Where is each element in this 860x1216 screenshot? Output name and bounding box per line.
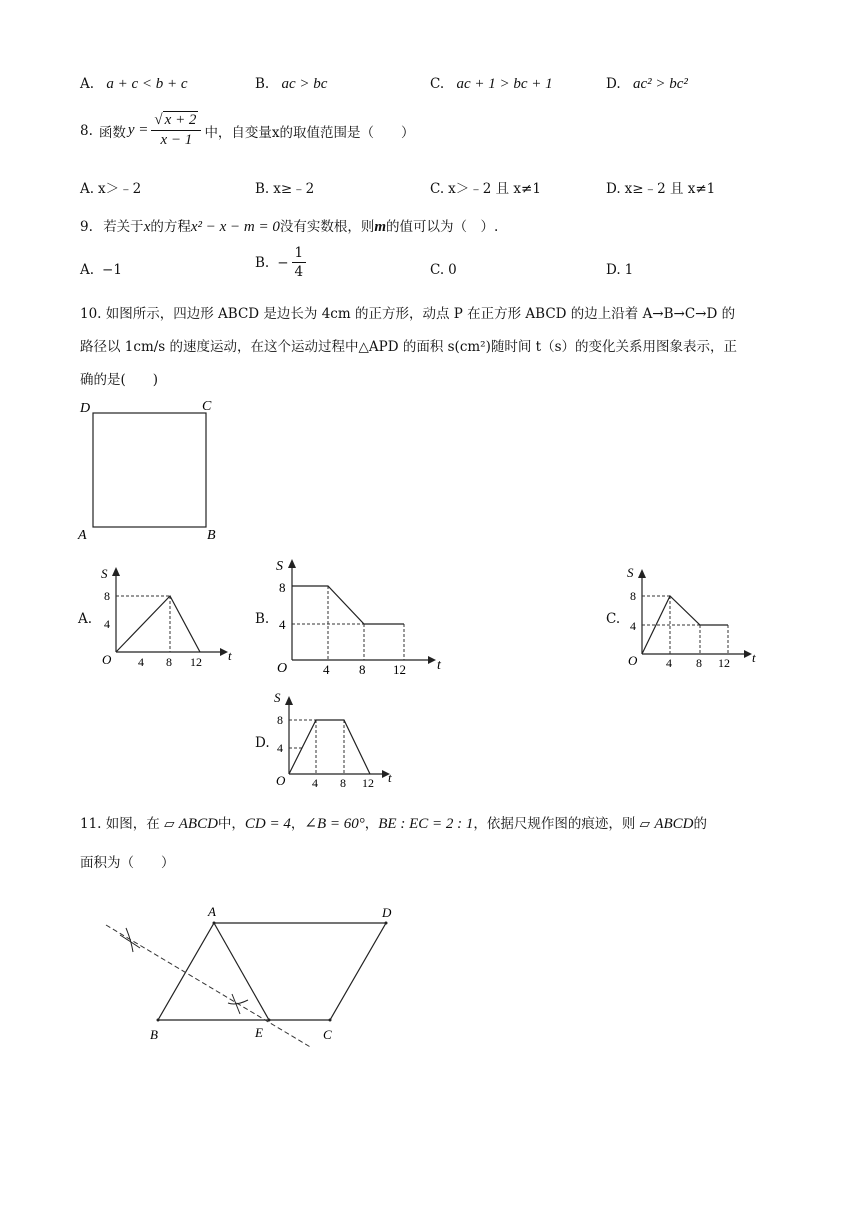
svg-text:t: t bbox=[437, 658, 441, 673]
svg-text:S: S bbox=[274, 690, 281, 705]
svg-text:12: 12 bbox=[190, 655, 202, 669]
perpendicular-bisector bbox=[106, 925, 312, 1048]
svg-text:O: O bbox=[276, 773, 286, 788]
q10-line3: 确的是( ) bbox=[80, 372, 159, 388]
graph-c-letter: C. bbox=[606, 611, 621, 627]
svg-text:O: O bbox=[102, 652, 112, 667]
q9-option-d[interactable]: D. 1 bbox=[606, 262, 634, 278]
svg-text:S: S bbox=[276, 559, 283, 574]
svg-text:4: 4 bbox=[138, 655, 144, 669]
svg-text:8: 8 bbox=[104, 589, 110, 603]
svg-text:8: 8 bbox=[166, 655, 172, 669]
fig-label-a: A bbox=[208, 904, 216, 919]
svg-text:4: 4 bbox=[630, 619, 636, 633]
svg-text:S: S bbox=[101, 566, 108, 581]
q9-fraction: $\frac{1}{4}$ bbox=[292, 245, 307, 280]
svg-text:12: 12 bbox=[393, 662, 406, 677]
q10-line1: 10. 如图所示，四边形 ABCD 是边长为 4cm 的正方形，动点 P 在正方形 ABCD 的边上沿着 A→B→C→D 的 bbox=[80, 306, 736, 322]
svg-text:4: 4 bbox=[323, 662, 330, 677]
svg-text:t: t bbox=[388, 770, 392, 785]
svg-text:O: O bbox=[277, 661, 288, 676]
svg-text:12: 12 bbox=[362, 776, 374, 790]
svg-text:S: S bbox=[627, 565, 634, 580]
q7-option-c[interactable]: C. ac + 1 > bc + 1 bbox=[430, 76, 553, 92]
q8-stem: 8. 函数 y = $\frac{√ x + 2}{x - 1}$ 中，自变量x的取值范围是（ ） bbox=[80, 112, 415, 148]
q10-line2: 路径以 1cm/s 的速度运动，在这个运动过程中△APD 的面积 s(cm²)随时间 t（s）的变化关系用图象表示，正 bbox=[80, 339, 738, 355]
q9-option-a[interactable]: A. −1 bbox=[80, 262, 122, 278]
svg-text:8: 8 bbox=[340, 776, 346, 790]
square-label-a: A bbox=[78, 528, 87, 543]
svg-text:4: 4 bbox=[666, 656, 672, 670]
graph-d-letter: D. bbox=[255, 735, 270, 751]
fig-label-c: C bbox=[323, 1027, 332, 1042]
square-label-c: C bbox=[202, 399, 212, 414]
svg-text:4: 4 bbox=[279, 617, 286, 632]
svg-text:t: t bbox=[228, 648, 232, 663]
svg-text:4: 4 bbox=[277, 741, 283, 755]
svg-text:O: O bbox=[628, 653, 638, 668]
q8-option-b[interactable]: B. x≥﹣2 bbox=[255, 181, 315, 197]
svg-text:t: t bbox=[752, 650, 756, 665]
q8-option-a[interactable]: A. x＞﹣2 bbox=[80, 181, 142, 197]
fig-label-e: E bbox=[255, 1025, 263, 1040]
q11-line1: 11. 如图，在 ▱ ABCD中，CD = 4，∠B = 60°，BE : EC = 2 : 1，依据尺规作图的痕迹，则 ▱ ABCD的 bbox=[80, 816, 708, 832]
segment-ae bbox=[214, 923, 269, 1020]
q9-stem: 9. 若关于x的方程x² − x − m = 0没有实数根，则m的值可以为（ ）. bbox=[80, 219, 499, 235]
svg-text:12: 12 bbox=[718, 656, 730, 670]
svg-text:8: 8 bbox=[279, 580, 286, 595]
svg-text:8: 8 bbox=[359, 662, 366, 677]
graph-a-letter: A. bbox=[78, 611, 93, 627]
q11-line2: 面积为（ ） bbox=[80, 855, 175, 871]
q8-option-c[interactable]: C. x＞﹣2 且 x≠1 bbox=[430, 181, 541, 197]
square-label-b: B bbox=[207, 528, 216, 543]
svg-text:8: 8 bbox=[277, 713, 283, 727]
graph-b-letter: B. bbox=[255, 611, 270, 627]
parallelogram-outline bbox=[158, 923, 386, 1020]
square-label-d: D bbox=[80, 401, 91, 416]
q9-option-b[interactable]: B. − $\frac{1}{4}$ bbox=[255, 245, 309, 280]
svg-text:8: 8 bbox=[696, 656, 702, 670]
svg-text:4: 4 bbox=[312, 776, 318, 790]
svg-text:4: 4 bbox=[104, 617, 110, 631]
q7-option-d[interactable]: D. ac² > bc² bbox=[606, 76, 688, 92]
fig-label-d: D bbox=[382, 905, 392, 920]
q7-option-b[interactable]: B. ac > bc bbox=[255, 76, 328, 92]
q9-option-c[interactable]: C. 0 bbox=[430, 262, 457, 278]
q7-option-a[interactable]: A. a + c < b + c bbox=[80, 76, 188, 92]
fig-label-b: B bbox=[150, 1027, 158, 1042]
q8-option-d[interactable]: D. x≥﹣2 且 x≠1 bbox=[606, 181, 716, 197]
svg-text:8: 8 bbox=[630, 589, 636, 603]
q8-fraction: $\frac{√ x + 2}{x - 1}$ bbox=[151, 112, 201, 149]
